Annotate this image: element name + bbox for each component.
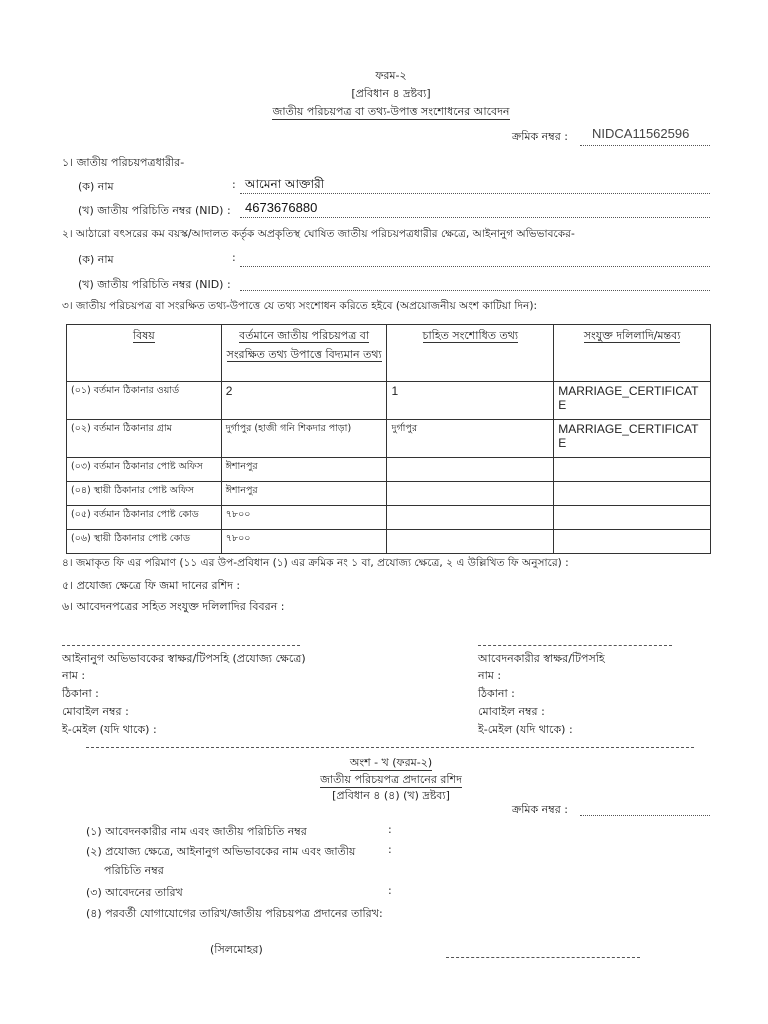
receipt-item-3: (৩) আবেদনের তারিখ bbox=[86, 886, 183, 899]
row-current: দুর্গাপুর (হাজী গনি শিকদার পাড়া) bbox=[221, 420, 387, 458]
correction-table bbox=[66, 324, 711, 554]
receipt-item-2-colon: : bbox=[388, 843, 392, 856]
table-row bbox=[67, 530, 711, 554]
guardian-signature-label: আইনানুগ অভিভাবকের স্বাক্ষর/টিপসহি (প্রযোজ্য ক্ষেত্রে) bbox=[62, 652, 306, 665]
row-subject: (০৫) বর্তমান ঠিকানার পোষ্ট কোড bbox=[67, 506, 222, 530]
row-current: ৭৮০০ bbox=[221, 530, 387, 554]
guardian-name-line bbox=[240, 266, 710, 267]
receipt-item-1-colon: : bbox=[388, 823, 392, 836]
part-b-heading: অংশ - খ (ফরম-২) bbox=[349, 756, 433, 769]
section2-heading: ২। আঠারো বৎসরের কম বয়স্ক/আদালত কর্তৃক অপ্রকৃতিস্থ ঘোষিত জাতীয় পরিচয়পত্রধারীর ক্ষেত্রে, আইনানুগ অভিভাবকের- bbox=[62, 228, 575, 240]
row-requested bbox=[387, 530, 554, 554]
section1-name-label: (ক) নাম bbox=[78, 180, 114, 193]
section5-text: ৫। প্রযোজ্য ক্ষেত্রে ফি জমা দানের রশিদ : bbox=[62, 579, 241, 592]
serial-value: NIDCA11562596 bbox=[592, 126, 690, 141]
section1-heading: ১। জাতীয় পরিচয়পত্রধারীর- bbox=[62, 156, 185, 169]
row-requested bbox=[387, 458, 554, 482]
serial-label: ক্রমিক নম্বর : bbox=[512, 130, 568, 143]
row-current: 2 bbox=[221, 382, 387, 420]
guardian-signature-line bbox=[62, 645, 300, 646]
applicant-email-label: ই-মেইল (যদি থাকে) : bbox=[478, 723, 573, 736]
section2-nid-label: (খ) জাতীয় পরিচিতি নম্বর (NID) : bbox=[78, 278, 231, 291]
applicant-name-value: আমেনা আক্তারী bbox=[245, 177, 325, 191]
col-subject: বিষয় bbox=[67, 325, 222, 382]
row-subject: (০৪) স্থায়ী ঠিকানার পোষ্ট অফিস bbox=[67, 482, 222, 506]
guardian-name-label: নাম : bbox=[62, 669, 86, 682]
table-header-row bbox=[67, 325, 711, 382]
table-row bbox=[67, 382, 711, 420]
row-doc: MARRIAGE_CERTIFICATE bbox=[554, 382, 711, 420]
part-b-rule-ref: [প্রবিধান ৪ (৪) (খ) দ্রষ্টব্য] bbox=[332, 789, 450, 802]
guardian-email-label: ই-মেইল (যদি থাকে) : bbox=[62, 723, 157, 736]
applicant-signature-label: আবেদনকারীর স্বাক্ষর/টিপসহি bbox=[478, 652, 605, 665]
name-line bbox=[240, 193, 710, 194]
table-row bbox=[67, 420, 711, 458]
part-b-serial-line bbox=[580, 815, 710, 816]
guardian-nid-line bbox=[240, 290, 710, 291]
section1-nid-label: (খ) জাতীয় পরিচিতি নম্বর (NID) : bbox=[78, 204, 231, 217]
table-row bbox=[67, 458, 711, 482]
form-title-wrap bbox=[0, 103, 768, 122]
applicant-address-label: ঠিকানা : bbox=[478, 687, 515, 700]
applicant-signature-line bbox=[478, 645, 672, 646]
form-number: ফরম-২ bbox=[375, 69, 407, 82]
row-requested bbox=[387, 482, 554, 506]
row-current: ঈশানপুর bbox=[221, 458, 387, 482]
row-subject: (০৩) বর্তমান ঠিকানার পোষ্ট অফিস bbox=[67, 458, 222, 482]
officer-signature-line bbox=[446, 957, 640, 958]
row-doc: MARRIAGE_CERTIFICATE bbox=[554, 420, 711, 458]
row-current: ৭৮০০ bbox=[221, 506, 387, 530]
row-doc bbox=[554, 506, 711, 530]
section2-name-label: (ক) নাম bbox=[78, 253, 114, 266]
row-subject: (০৬) স্থায়ী ঠিকানার পোষ্ট কোড bbox=[67, 530, 222, 554]
col-requested: চাহিত সংশোধিত তথ্য bbox=[387, 325, 554, 382]
guardian-address-label: ঠিকানা : bbox=[62, 687, 99, 700]
section3-heading: ৩। জাতীয় পরিচয়পত্র বা সংরক্ষিত তথ্য-উপাত্তে যে তথ্য সংশোধন করিতে হইবে (অপ্রয়োজনীয় অংশ কাটিয়া দিন): bbox=[62, 300, 538, 312]
receipt-item-2-line1: (২) প্রযোজ্য ক্ষেত্রে, আইনানুগ অভিভাবকের নাম এবং জাতীয় bbox=[86, 845, 356, 858]
row-requested bbox=[387, 506, 554, 530]
seal-label: (সিলমোহর) bbox=[210, 943, 263, 956]
row-doc bbox=[554, 530, 711, 554]
row-doc bbox=[554, 458, 711, 482]
row-subject: (০১) বর্তমান ঠিকানার ওয়ার্ড bbox=[67, 382, 222, 420]
receipt-item-2-line2: পরিচিতি নম্বর bbox=[104, 864, 164, 877]
serial-line bbox=[580, 145, 710, 146]
form-title: জাতীয় পরিচয়পত্র বা তথ্য-উপাত্ত সংশোধনের আবেদন bbox=[272, 105, 510, 118]
row-subject: (০২) বর্তমান ঠিকানার গ্রাম bbox=[67, 420, 222, 458]
guardian-mobile-label: মোবাইল নম্বর : bbox=[62, 705, 129, 718]
row-current: ঈশানপুর bbox=[221, 482, 387, 506]
section6-text: ৬। আবেদনপত্রের সহিত সংযুক্ত দলিলাদির বিবরন : bbox=[62, 600, 285, 613]
col-documents: সংযুক্ত দলিলাদি/মন্তব্য bbox=[554, 325, 711, 382]
section2-name-colon: : bbox=[232, 251, 236, 264]
section1-name-colon: : bbox=[232, 178, 236, 191]
table-row bbox=[67, 506, 711, 530]
row-requested: 1 bbox=[387, 382, 554, 420]
receipt-item-1: (১) আবেদনকারীর নাম এবং জাতীয় পরিচিতি নম্বর bbox=[86, 825, 307, 838]
receipt-item-4: (৪) পরবর্তী যোগাযোগের তারিখ/জাতীয় পরিচয়পত্র প্রদানের তারিখ: bbox=[86, 907, 383, 920]
part-b-title: জাতীয় পরিচয়পত্র প্রদানের রশিদ bbox=[320, 773, 462, 786]
applicant-mobile-label: মোবাইল নম্বর : bbox=[478, 705, 545, 718]
applicant-nid-value: 4673676880 bbox=[245, 200, 318, 215]
receipt-item-3-colon: : bbox=[388, 884, 392, 897]
part-b-serial-label: ক্রমিক নম্বর : bbox=[512, 803, 568, 816]
row-requested: দুর্গাপুর bbox=[387, 420, 554, 458]
rule-reference: [প্রবিধান ৪ দ্রষ্টব্য] bbox=[351, 87, 431, 100]
applicant-name-label: নাম : bbox=[478, 669, 502, 682]
table-row bbox=[67, 482, 711, 506]
col-current: বর্তমানে জাতীয় পরিচয়পত্র বা সংরক্ষিত তথ্য উপাত্তে বিদ্যমান তথ্য bbox=[221, 325, 387, 382]
row-doc bbox=[554, 482, 711, 506]
section4-text: ৪। জমাকৃত ফি এর পরিমাণ (১১ এর উপ-প্রবিধান (১) এর ক্রমিক নং ১ বা, প্রযোজ্য ক্ষেত্রে, ২ এ উল্লিখিত ফি অনুসারে) : bbox=[62, 557, 569, 569]
cut-line bbox=[86, 747, 694, 748]
nid-line bbox=[240, 217, 710, 218]
